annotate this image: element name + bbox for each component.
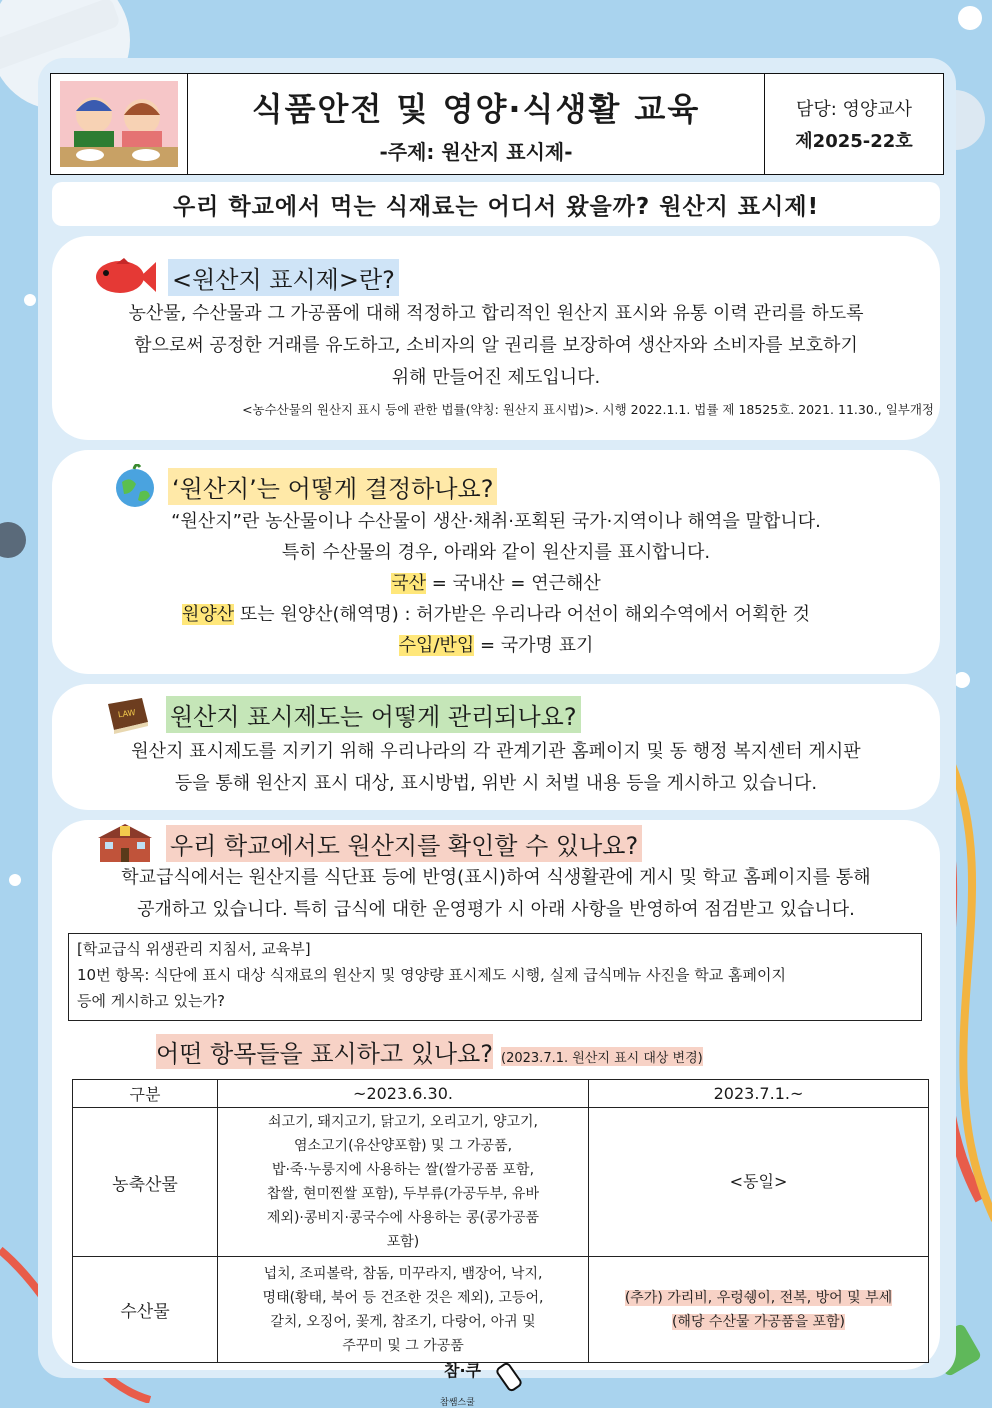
origin-rule-import: 수입/반입 = 국가명 표기 <box>398 635 594 656</box>
origin-seafood-line: 특히 수산물의 경우, 아래와 같이 원산지를 표시합니다. <box>281 542 711 563</box>
logo-icon <box>440 1358 540 1398</box>
definition-line: 농산물, 수산물과 그 가공품에 대해 적정하고 합리적인 원산지 표시와 유통 이력 관리를 하도록 <box>128 303 864 324</box>
children-eating-illustration <box>51 74 188 174</box>
management-line: 등을 통해 원산지 표시 대상, 표시방법, 위반 시 처벌 내용 등을 게시하고 있습니다. <box>174 773 818 794</box>
section-school-title: 우리 학교에서도 원산지를 확인할 수 있나요? <box>166 825 642 862</box>
publisher-logo: 참·쿠 참쌤스쿨 <box>440 1358 540 1408</box>
charge-label: 담당: 영양교사 <box>795 99 913 120</box>
svg-text:LAW: LAW <box>117 707 137 720</box>
school-line: 학교급식에서는 원산지를 식단표 등에 반영(표시)하여 식생활관에 게시 및 학교 홈페이지를 통해 <box>121 867 871 888</box>
section-management-title: 원산지 표시제도는 어떻게 관리되나요? <box>166 696 581 733</box>
fish-icon <box>94 256 156 298</box>
definition-line: 함으로써 공정한 거래를 유도하고, 소비자의 알 권리를 보장하여 생산자와 소비자를 보호하기 <box>134 335 858 356</box>
section-management <box>52 684 940 810</box>
law-source: <농수산물의 원산지 표시 등에 관한 법률(약칭: 원산지 표시법)>. 시행 2022.1.1. 법률 제 18525호. 2021. 11.30., 일부개정 <box>242 402 934 417</box>
origin-rule-domestic: 국산 = 국내산 = 연근해산 <box>391 573 601 594</box>
table-header-row: 구분 ~2023.6.30. 2023.7.1.~ <box>73 1080 929 1108</box>
origin-rule-deepsea: 원양산 또는 원양산(해역명) : 허가받은 우리나라 어선이 해외수역에서 어획한 것 <box>181 604 811 625</box>
page-subtitle: -주제: 원산지 표시제- <box>379 139 573 164</box>
school-line: 공개하고 있습니다. 특히 급식에 대한 운영평가 시 아래 사항을 반영하여 점검받고 있습니다. <box>137 899 855 920</box>
items-heading <box>156 1034 703 1069</box>
issue-number: 제2025-22호 <box>795 131 913 152</box>
definition-line: 위해 만들어진 제도입니다. <box>391 367 601 388</box>
school-building-icon <box>98 822 152 864</box>
items-change-note: (2023.7.1. 원산지 표시 대상 변경) <box>501 1047 703 1066</box>
guideline-note-box: [학교급식 위생관리 지침서, 교육부] 10번 항목: 식단에 표시 대상 식재료의 원산지 및 영양량 표시제도 시행, 실제 급식메뉴 사진을 학교 홈페이지 등에 게시하고 있는가? <box>68 933 922 1021</box>
newsletter-header <box>50 73 944 175</box>
law-book-icon <box>102 694 152 734</box>
section-definition <box>52 236 940 440</box>
page-title: 식품안전 및 영양·식생활 교육 <box>251 89 701 128</box>
origin-items-table <box>72 1079 929 1363</box>
headline-banner: 우리 학교에서 먹는 식재료는 어디서 왔을까? 원산지 표시제! <box>52 182 940 226</box>
section-origin-decision <box>52 450 940 674</box>
management-line: 원산지 표시제도를 지키기 위해 우리나라의 각 관계기관 홈페이지 및 동 행정 복지센터 게시판 <box>131 741 861 762</box>
globe-icon <box>114 464 156 508</box>
svg-text:참·쿠: 참·쿠 <box>444 1361 481 1380</box>
items-title: 어떤 항목들을 표시하고 있나요? <box>156 1034 493 1069</box>
section-definition-title: <원산지 표시제>란? <box>168 259 399 296</box>
section-origin-title: ‘원산지’는 어떻게 결정하나요? <box>168 468 497 505</box>
origin-definition-line: “원산지”란 농산물이나 수산물이 생산·채취·포획된 국가·지역이나 해역을 말합니다. <box>171 511 821 532</box>
table-row: 농축산물 쇠고기, 돼지고기, 닭고기, 오리고기, 양고기, 염소고기(유산양포함) 및 그 가공품, 밥·죽·누룽지에 사용하는 쌀(쌀가공품 포함, 찹쌀, 현미찐쌀 포함), 두부류(가공두부, 유바 제외)·콩비지·콩국수에 사용하는 콩(콩가공품 포함) <동일> <box>73 1108 929 1257</box>
table-row: 수산물 넙치, 조피볼락, 참돔, 미꾸라지, 뱀장어, 낙지, 명태(황태, 북어 등 건조한 것은 제외), 고등어, 갈치, 오징어, 꽃게, 참조기, 다랑어, 아귀 및 주꾸미 및 그 가공품 (추가) 가리비, 우렁쉥이, 전복, 방어 및 부세 (해당 수산물 가공품을 포함) <box>73 1257 929 1363</box>
